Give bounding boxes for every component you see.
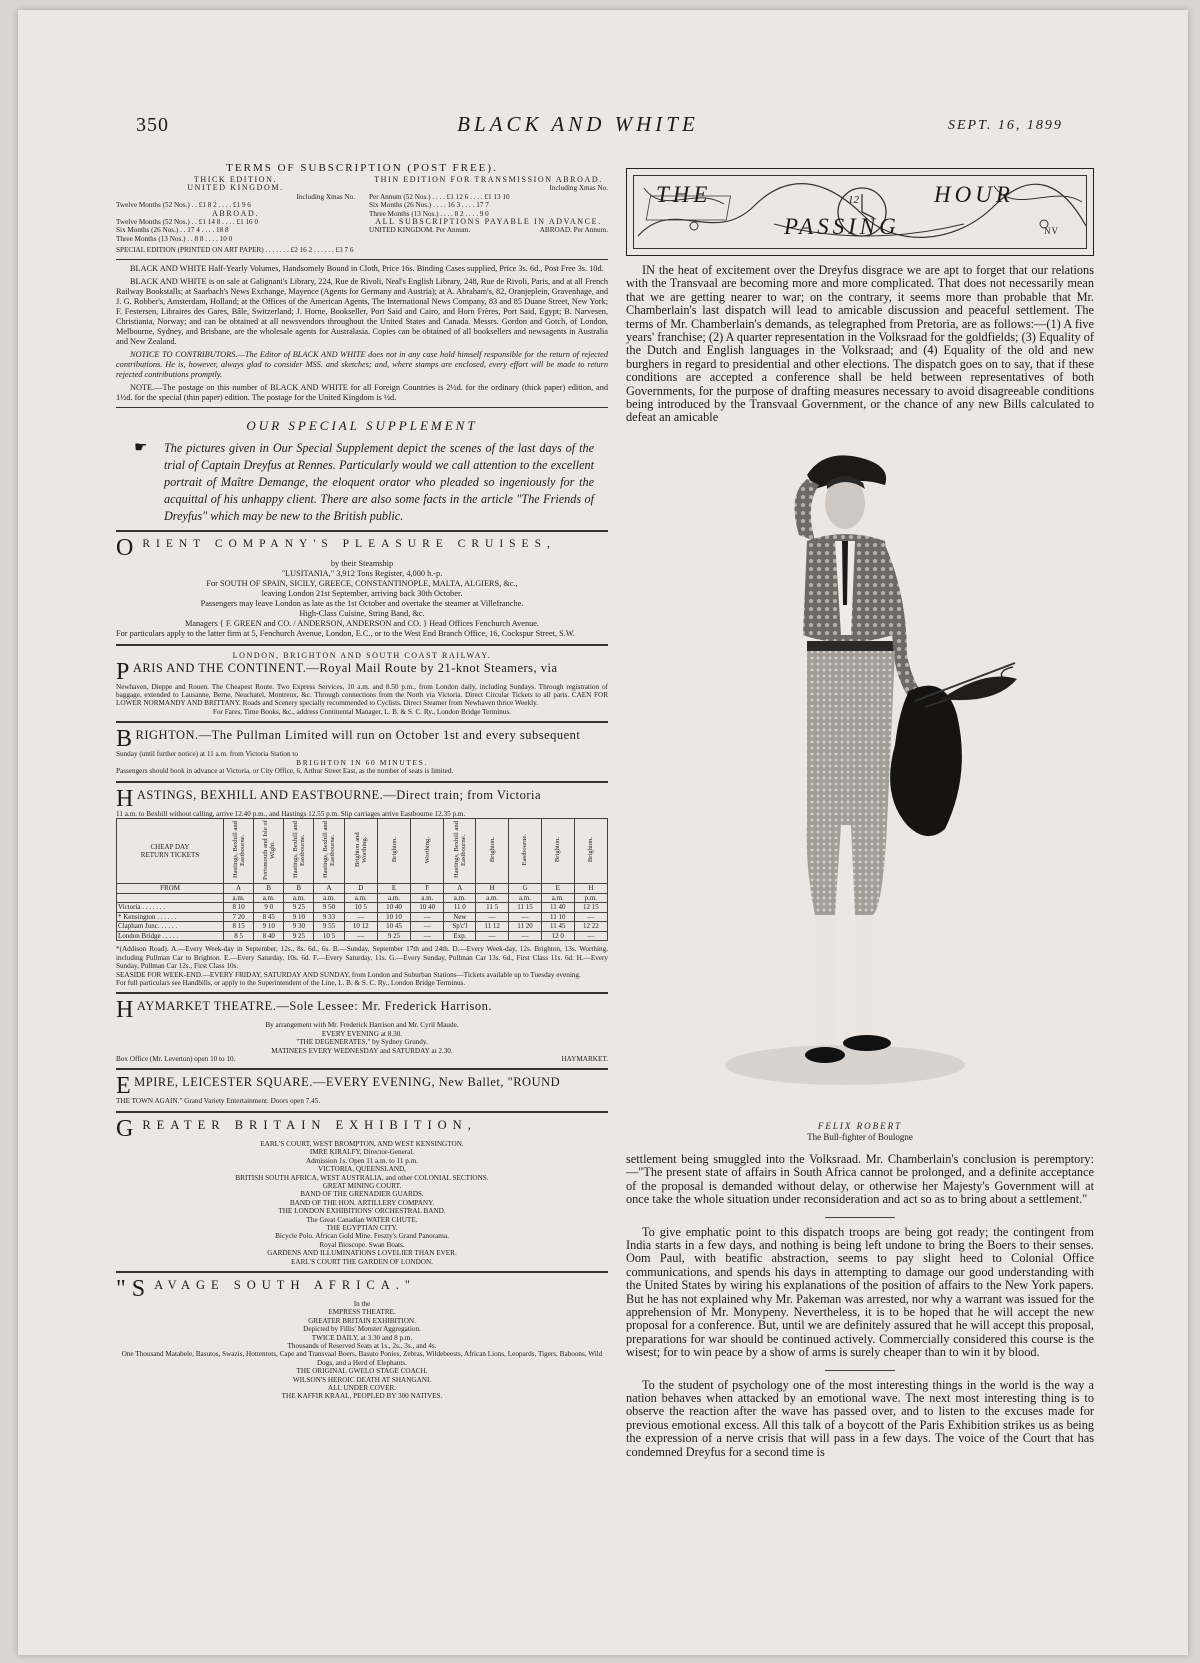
ad-line: EARL'S COURT, WEST BROMPTON, AND WEST KENSINGTON. <box>260 1139 464 1148</box>
table-cell: 8 10 <box>224 903 254 913</box>
table-cell: — <box>344 931 377 941</box>
table-cell: 11 15 <box>509 903 542 913</box>
destination-label: Hastings, Bexhill and Eastbourne. <box>291 821 306 879</box>
ad-empire-theatre: EMPIRE, LEICESTER SQUARE.—EVERY EVENING, New Ballet, "ROUND THE TOWN AGAIN." Grand Variety Entertainment. Doors open 7.45. <box>116 1073 561 1106</box>
table-cell: Exp. <box>444 931 476 941</box>
table-destination <box>541 818 574 884</box>
bullfighter-photo <box>695 445 1025 1115</box>
table-cell: — <box>574 912 607 922</box>
bullfighter-figure-image <box>695 445 1025 1115</box>
table-corner-heading: CHEAP DAY RETURN TICKETS <box>117 818 224 884</box>
table-cell: a.m. <box>411 893 444 903</box>
table-cell: 9 55 <box>314 922 344 932</box>
table-cell: a.m. <box>344 893 377 903</box>
table-cell: — <box>509 931 542 941</box>
article-paragraph-1: IN the heat of excitement over the Dreyfus disgrace we are apt to forget that our relations with the Transvaal are becoming more and more complicated. That does not necessarily mean that we are getting nearer to war; on the contrary, it seems more than probable that Mr. Chamberlain's last dispatch will lead to amicable discussion and peaceful settlement. The terms of Mr. Chamberlain's demands, as telegraphed from Pretoria, are as follows:—(1) A five years' franchise; (2) A quarter representation in the Volksraad for the goldfields; (3) Equality of the Dutch and English languages in the Volksraad; and (4) Equality of the old and new burghers in regard to presidential and other elections. The dispatch goes on to say, that if these conditions are accepted a conference shall be held between representatives of both Governments, for the purpose of drafting measures necessary to avoid disagreeable conditions being introduced by the Transvaal Government, or the chance of any new Bills calculated to defeat an amicable <box>626 263 1094 425</box>
table-destination <box>284 818 314 884</box>
caption-name: FELIX ROBERT <box>817 1120 903 1131</box>
table-cell: a.m. <box>444 893 476 903</box>
subscription-box <box>116 162 608 255</box>
destination-label: Brighton. <box>587 837 595 863</box>
photo-caption <box>626 1121 1094 1143</box>
table-letter: E <box>541 884 574 894</box>
table-cell: 7 20 <box>224 912 254 922</box>
magazine-page <box>18 10 1188 1655</box>
table-station <box>117 893 224 903</box>
table-letter: H <box>574 884 607 894</box>
table-destination <box>574 818 607 884</box>
table-letter: F <box>411 884 444 894</box>
ad-line: The Great Canadian WATER CHUTE. <box>306 1215 418 1224</box>
table-destination <box>344 818 377 884</box>
masthead-title: BLACK AND WHITE <box>457 112 699 136</box>
table-cell: 11 40 <box>541 903 574 913</box>
table-cell: New <box>444 912 476 922</box>
banner-monogram: NV <box>1044 226 1059 236</box>
ad-line: THE LONDON EXHIBITIONS' ORCHESTRAL BAND. <box>278 1207 446 1216</box>
caption-subtitle: The Bull-fighter of Boulogne <box>807 1131 913 1142</box>
table-cell: 11 12 <box>476 922 509 932</box>
table-cell: 10 10 <box>377 912 410 922</box>
table-cell: — <box>411 931 444 941</box>
table-cell: — <box>476 912 509 922</box>
table-destination <box>444 818 476 884</box>
table-cell: 9 0 <box>254 903 284 913</box>
table-destination <box>476 818 509 884</box>
ad-line: Bicycle Polo. African Gold Mine. Feszty's Grand Panorama. <box>275 1232 449 1241</box>
table-cell: p.m. <box>574 893 607 903</box>
table-destination <box>314 818 344 884</box>
section-divider <box>825 1370 895 1371</box>
table-cell: 10 5 <box>344 903 377 913</box>
table-cell: 8 15 <box>224 922 254 932</box>
table-letter: D <box>344 884 377 894</box>
ad-brighton-pullman: BRIGHTON.—The Pullman Limited will run on October 1st and every subsequent Sunday (until further notice) at 11 a.m. from Victoria Station to BRIGHTON IN 60 MINUTES. Passengers should book in advance at Victoria, or City Office, 6, Arthur Street East, as the number of seats is limited. <box>116 726 581 776</box>
table-cell: 9 10 <box>284 912 314 922</box>
table-cell: 9 30 <box>284 922 314 932</box>
ad-line: EARL'S COURT THE GARDEN OF LONDON. <box>291 1257 433 1266</box>
destination-label: Brighton. <box>488 837 496 863</box>
table-cell: 9 50 <box>314 903 344 913</box>
right-column <box>626 168 1094 1459</box>
ad-line: Royal Bioscope. Swan Boats. <box>319 1240 405 1249</box>
table-destination <box>377 818 410 884</box>
ad-line: THE EGYPTIAN CITY. <box>326 1223 398 1232</box>
table-cell: — <box>574 931 607 941</box>
table-cell: 9 25 <box>284 931 314 941</box>
special-edition-price: SPECIAL EDITION (PRINTED ON ART PAPER) . . . . . . . £2 16 2 . . . . . . £3 7 6 <box>116 246 354 255</box>
table-from-label: FROM <box>117 884 224 894</box>
destination-label: Hastings, Bexhill and Eastbourne. <box>322 821 337 879</box>
ad-line: WILSON'S HEROIC DEATH AT SHANGANI. <box>292 1375 432 1384</box>
thick-edition: THICK EDITION. UNITED KINGDOM. Including Xmas No. Twelve Months (52 Nos.) . . £1 8 2 . . . . £1 9 6 ABROAD. Twelve Months (52 Nos.) . . £1 14 8 . . . . £1 16 0 Six Months (26 Nos.) . . 17 4 . . . . 18 8 Three Months (13 Nos.) . . 8 8 . . . . 10 0 <box>116 175 355 243</box>
ad-line: IMRE KIRALFY, Director-General. <box>309 1148 415 1157</box>
table-cell: a.m. <box>314 893 344 903</box>
notice-contributors: NOTICE TO CONTRIBUTORS.—The Editor of BLACK AND WHITE does not in any case hold himself responsible for the return of rejected contributions. He is, however, always glad to consider MSS. and sketches; and, where stamps are enclosed, every effort will be made to return rejected contributions promptly. <box>116 349 608 379</box>
destination-label: Brighton. <box>390 837 398 863</box>
table-cell: 11 5 <box>476 903 509 913</box>
ad-line: Thousands of Reserved Seats at 1s., 2s., 3s., and 4s. <box>287 1342 437 1350</box>
notice-agents: BLACK AND WHITE is on sale at Galignani's Library, 224, Rue de Rivoli, Neal's English Library, 248, Rue de Rivoli, Paris, and at all French Railway Bookstalls; at Saarbach's News Exchange, Mayence (Agents for Germany and Austria); at A. Abraham's, 82, Oranjeplein, Gravenhage, and J. G. Robber's, Amsterdam, Holland; at the Offices of the American Agents, The International News Company, 83 and 85 Duane Street, New York; F. Festersen, Libraires des Gares, Bâle, Switzerland; J. Horne, Bookseller, Port Said and Cairo, and Horn Frères, Port Said, Egypt; B. Narvesen, Christiania, Norway; and can be obtained at all newsvendors throughout the United States and Canada. Messrs. Gordon and Gotch, of London, Melbourne, Sydney, and Brisbane, are the wholesale agents for Australasia. Copies can be obtained of all booksellers and newsagents in Australia and New Zealand. <box>116 276 608 346</box>
table-cell: 10 12 <box>344 922 377 932</box>
pointing-hand-icon: ☛ <box>134 439 148 456</box>
ad-line: EMPRESS THEATRE. <box>328 1308 396 1317</box>
ad-line: BRITISH SOUTH AFRICA, WEST AUSTRALIA, and other COLONIAL SECTIONS. <box>235 1173 489 1182</box>
table-cell: — <box>509 912 542 922</box>
table-destination <box>411 818 444 884</box>
table-cell: 11 10 <box>541 912 574 922</box>
ad-greater-britain-exhibition: GREATER BRITAIN EXHIBITION, EARL'S COURT, WEST BROMPTON, AND WEST KENSINGTON. IMRE KIRALFY, Director-General. Admission 1s. Open 11 a.m. to 11 p.m. VICTORIA, QUEENSLAND, BRITISH SOUTH AFRICA, WEST AUSTRALIA, and other COLONIAL SECTIONS. GREAT MINING COURT. BAND OF THE GRENADIER GUARDS. BAND OF THE HON. ARTILLERY COMPANY. THE LONDON EXHIBITIONS' ORCHESTRAL BAND. The Great Canadian WATER CHUTE. THE EGYPTIAN CITY. Bicycle Polo. African Gold Mine. Feszty's Grand Panorama. Royal Bioscope. Swan Boats. GARDENS AND ILLUMINATIONS LOVELIER THAN EVER. EARL'S COURT THE GARDEN OF LONDON. <box>116 1118 608 1266</box>
supplement-title: OUR SPECIAL SUPPLEMENT <box>246 417 478 433</box>
table-letter: H <box>476 884 509 894</box>
ad-line: GREATER BRITAIN EXHIBITION. <box>308 1316 416 1325</box>
table-station: Victoria . . . . . . . <box>117 903 224 913</box>
table-cell: a.m. <box>541 893 574 903</box>
ad-line: THE KAFFIR KRAAL, PEOPLED BY 300 NATIVES. <box>281 1392 443 1401</box>
table-cell: a.m. <box>377 893 410 903</box>
table-letter: A <box>444 884 476 894</box>
article-paragraph-4: To the student of psychology one of the most interesting things in the world is the way a nation behaves when attacked by an emotional wave. The next most interesting thing is to observe the reaction after the wave has passed over, and to listen to the excuses made for previous emotional excess. All this talk of a boycott of the Paris Exhibition strikes us as being the expression of a nerve crisis that will pass in a few days. The voice of the Court that has condemned Dreyfus for a second time is <box>626 1377 1094 1459</box>
banner-hour: HOUR <box>934 182 1014 207</box>
subscription-title: TERMS OF SUBSCRIPTION (POST FREE). <box>226 162 498 174</box>
table-letter: E <box>377 884 410 894</box>
table-cell: a.m. <box>224 893 254 903</box>
table-station: London Bridge . . . . . <box>117 931 224 941</box>
issue-date: SEPT. 16, 1899 <box>948 118 1063 133</box>
table-cell: 10 45 <box>377 922 410 932</box>
table-cell: 12 22 <box>574 922 607 932</box>
table-cell: 10 5 <box>314 931 344 941</box>
table-cell: Sp'c'l <box>444 922 476 932</box>
banner-clock-number: 12 <box>848 194 859 206</box>
table-cell: 12 15 <box>574 903 607 913</box>
ad-line: GREAT MINING COURT. <box>322 1181 402 1190</box>
supplement-text: ☛ The pictures given in Our Special Supplement depict the scenes of the last days of the trial of Captain Dreyfus at Rennes. Particularly would we call attention to the excellent portrait of Maître Demange, the eloquent orator who pleaded so ingeniously for the acquittal of his unhappy client. There are also some facts in the article "The Friends of Dreyfus" which may be new to the British public. <box>134 439 594 523</box>
destination-label: Brighton and Worthing. <box>353 832 368 868</box>
destination-label: Hastings, Bexhill and Eastbourne. <box>231 821 246 879</box>
table-cell: a.m. <box>476 893 509 903</box>
ad-line: ALL UNDER COVER. <box>327 1384 397 1393</box>
ad-line: Admission 1s. Open 11 a.m. to 11 p.m. <box>305 1156 419 1165</box>
article-paragraph-2: settlement being smuggled into the Volksraad. Mr. Chamberlain's conclusion is peremptory:—"The present state of affairs in South Africa cannot be prolonged, and a definite acceptance of the proposal is demanded without delay, or otherwise her Majesty's Government will at once take the whole situation under reconsideration and act so as to bring about a settlement." <box>626 1151 1094 1207</box>
banner-the: THE <box>656 182 712 207</box>
table-destination <box>509 818 542 884</box>
table-destination <box>224 818 254 884</box>
table-cell: — <box>411 922 444 932</box>
table-cell: 11 0 <box>444 903 476 913</box>
table-letter: B <box>254 884 284 894</box>
destination-label: Worthing. <box>423 836 431 864</box>
ad-paris-continent: LONDON, BRIGHTON AND SOUTH COAST RAILWAY. PARIS AND THE CONTINENT.—Royal Mail Route by 21-knot Steamers, via Newhaven, Dieppe and Rouen. The Cheapest Route. Two Express Services, 10 a.m. and 8.50 p.m., from London daily, including Sundays. Through registration of baggage, extended to Lausanne, Berne, Neuchatel, Montreux, &c. Through connections from the North via Victoria. Direct Circular Tickets to all parts. CAEN FOR LOWER NORMANDY AND BRITTANY. Roads and Scenery specially recommended to Cyclists. Direct Steamer from Newhaven thrice Weekly. For Fares, Time Books, &c., address Continental Manager, L. B. & S. C. Ry., London Bridge Terminus. <box>116 650 608 716</box>
table-cell: — <box>476 931 509 941</box>
destination-label: Hastings, Bexhill and Eastbourne. <box>452 821 467 879</box>
ad-haymarket-theatre: HAYMARKET THEATRE.—Sole Lessee: Mr. Frederick Harrison. By arrangement with Mr. Frederick Harrison and Mr. Cyril Maude. EVERY EVENING at 8.30. "THE DEGENERATES," by Sydney Grundy. MATINEES EVERY WEDNESDAY and SATURDAY at 2.30. Box Office (Mr. Leverton) open 10 to 10. HAYMARKET. <box>116 997 608 1064</box>
ad-line: TWICE DAILY, at 3.30 and 8 p.m. <box>311 1333 413 1342</box>
table-cell: 12 0 <box>541 931 574 941</box>
table-cell: 9 25 <box>377 931 410 941</box>
section-divider <box>825 1217 895 1218</box>
table-cell: 8 40 <box>254 931 284 941</box>
table-cell: 9 25 <box>284 903 314 913</box>
table-letter: A <box>224 884 254 894</box>
ad-line: In the <box>353 1299 371 1308</box>
table-cell: 9 33 <box>314 912 344 922</box>
destination-label: Eastbourne. <box>521 834 529 866</box>
table-station: * Kensington . . . . . . <box>117 912 224 922</box>
table-destination <box>254 818 284 884</box>
table-cell: — <box>344 912 377 922</box>
ad-line: BAND OF THE GRENADIER GUARDS. <box>300 1190 424 1199</box>
ad-hastings-bexhill: HASTINGS, BEXHILL AND EASTBOURNE.—Direct train; from Victoria 11 a.m. to Bexhill without calling, arrive 12.40 p.m., and Hastings 12.55 p.m. Slip carriages arrive Eastbourne 12.35 p.m. CHEAP DAY RETURN TICKETS Hastings, Bexhill and Eastbourne. Portsmouth and Isle of Wight. Hastings, Bexhill and Eastbourne. Hastings, Bexhill and Eastbourne. Brighton and Worthing. Brighton. Worthing. Hastings, Bexhill and Eastbourne. Brighton. Eastbourne. Brighton. Brighton. FROM A B B A D E F A H G E H a.m. a.m. a.m. a.m. a.m. a.m. a.m. a.m. a.m. a.m. a.m. p.m. Victoria . . . . . . . 8 10 9 0 9 25 9 50 10 5 10 40 10 40 11 0 11 5 11 15 11 40 12 15 * Kensington . . . . . . 7 20 8 45 9 10 9 33 — 10 10 — New — — 11 10 — Clapham Junc. . . . . . 8 15 9 10 9 30 9 55 10 12 10 45 — Sp'c'l 11 12 11 20 11 45 12 22 London Bridge . . . . . 8 5 8 40 9 25 10 5 — 9 25 — Exp. — — 12 0 — *(Addison Road). A.—Every Week-day in September, 12s., 8s. 6d., 6s. B.—Sunday, September 17th and 24th. D.—Every Week-day, 12s. Brighton, 13s. Worthing, including Pullman Car to Brighton. E.—Every Saturday, 10s. 6d. F.—Every Saturday, 11s. G.—Every Sunday, Pullman Car 13s. 6d., First Class 11s. 6d. H.—Every Sunday, Pullman Car 12s., First Class 10s. SEASIDE FOR WEEK-END.—EVERY FRIDAY, SATURDAY AND SUNDAY, from London and Suburban Stations—Tickets available up to Tuesday evening. For full particulars see Handbills, or apply to the Superintendent of the Line, L. B. & S. C. Ry., London Bridge Terminus. <box>116 785 608 988</box>
destination-label: Portsmouth and Isle of Wight. <box>261 819 276 880</box>
ad-line: GARDENS AND ILLUMINATIONS LOVELIER THAN EVER. <box>267 1249 457 1258</box>
table-cell: a.m. <box>509 893 542 903</box>
notice-postage: NOTE.—The postage on this number of BLACK AND WHITE for all Foreign Countries is 2½d. for the ordinary (thick paper) edition, and 1½d. for the special (thin paper) edition. The postage for the United Kingdom is ½d. <box>116 382 608 402</box>
ad-line: Depicted by Fillis' Monster Aggregation. <box>303 1325 421 1334</box>
article-paragraph-3: To give emphatic point to this dispatch troops are being got ready; the contingent from India starts in a few days, and nothing is being left undone to bring the Boers to their senses. Oom Paul, with beatific abstraction, seems to pay slight heed to Colonial Office communications, and spends his days in attempting to damage our good understanding with the United States by wiring his explanations of the position of affairs to the New York papers. But he has not explained why Mr. Pakeman was arrested, nor why a warrant was issued for the apprehension of Mr. Monypeny. Nevertheless, it is to be hoped that he will accept the new proposal for a conference. But, until we are definitely assured that he will accept this proposal, preparations for war should be continued actively. Commercially considered this course is the wisest; for to win peace by a show of arms is surely cheaper than to win it by blood. <box>626 1224 1094 1360</box>
ad-line: THE ORIGINAL GWELO STAGE COACH. <box>296 1367 428 1376</box>
table-letter: A <box>314 884 344 894</box>
left-column <box>116 162 608 1405</box>
ad-orient-cruises: ORIENT COMPANY'S PLEASURE CRUISES, by their Steamship "LUSITANIA," 3,912 Tons Register, 4,000 h.-p. For SOUTH OF SPAIN, SICILY, GREECE, CONSTANTINOPLE, MALTA, ALGIERS, &c., leaving London 21st September, arriving back 30th October. Passengers may leave London as late as the 1st October and overtake the steamer at Villefranche. High-Class Cuisine, String Band, &c. Managers { F. GREEN and CO. / ANDERSON, ANDERSON and CO. } Head Offices Fenchurch Avenue. For particulars apply to the latter firm at 5, Fenchurch Avenue, London, E.C., or to the West End Branch Office, 16, Cockspur Street, S.W. <box>116 534 575 638</box>
table-cell: — <box>411 912 444 922</box>
banner-passing: PASSING <box>784 214 900 239</box>
table-cell: 9 10 <box>254 922 284 932</box>
table-letter: B <box>284 884 314 894</box>
ad-savage-south-africa: "SAVAGE SOUTH AFRICA." In the EMPRESS THEATRE. GREATER BRITAIN EXHIBITION. Depicted by Fillis' Monster Aggregation. TWICE DAILY, at 3.30 and 8 p.m. Thousands of Reserved Seats at 1s., 2s., 3s., and 4s. One Thousand Matabele, Basutos, Swazis, Hottentots, Cape and Transvaal Boers, Basuto Ponies, Zebras, Wildebeests, African Lions, Leopards, Tigers, Baboons, Wild Dogs, and a Herd of Elephants. THE ORIGINAL GWELO STAGE COACH. WILSON'S HEROIC DEATH AT SHANGANI. ALL UNDER COVER. THE KAFFIR KRAAL, PEOPLED BY 300 NATIVES. <box>116 1278 608 1401</box>
table-cell: 8 45 <box>254 912 284 922</box>
table-cell: 8 5 <box>224 931 254 941</box>
ad-line: VICTORIA, QUEENSLAND, <box>318 1165 406 1174</box>
table-station: Clapham Junc. . . . . . <box>117 922 224 932</box>
table-cell: 11 20 <box>509 922 542 932</box>
table-cell: 10 40 <box>377 903 410 913</box>
table-cell: 11 45 <box>541 922 574 932</box>
page-number: 350 <box>136 114 169 136</box>
table-cell: a.m. <box>254 893 284 903</box>
table-cell: 10 40 <box>411 903 444 913</box>
passing-hour-banner <box>626 168 1094 256</box>
table-cell: a.m. <box>284 893 314 903</box>
table-letter: G <box>509 884 542 894</box>
thin-edition: THIN EDITION FOR TRANSMISSION ABROAD. Including Xmas No. Per Annum (52 Nos.) . . . . £1 12 6 . . . . £1 13 10 Six Months (26 Nos.) . . . . 16 3 . . . . 17 7 Three Months (13 Nos.) . . . . 8 2 . . . . 9 0 ALL SUBSCRIPTIONS PAYABLE IN ADVANCE. UNITED KINGDOM. Per Annum. ABROAD. Per Annum. <box>369 175 608 235</box>
ad-line: One Thousand Matabele, Basutos, Swazis, Hottentots, Cape and Transvaal Boers, Basuto Ponies, Zebras, Wildebeests, African Lions, Leopards, Tigers, Baboons, Wild Dogs, and a Herd of Elephants. <box>121 1350 603 1367</box>
cheap-day-return-table <box>116 818 608 942</box>
notice-volumes: BLACK AND WHITE Half-Yearly Volumes, Handsomely Bound in Cloth, Price 16s. Binding Cases supplied, Price 3s. 6d., Post Free 3s. 10d. <box>130 263 604 273</box>
ad-line: BAND OF THE HON. ARTILLERY COMPANY. <box>289 1198 435 1207</box>
destination-label: Brighton. <box>554 837 562 863</box>
